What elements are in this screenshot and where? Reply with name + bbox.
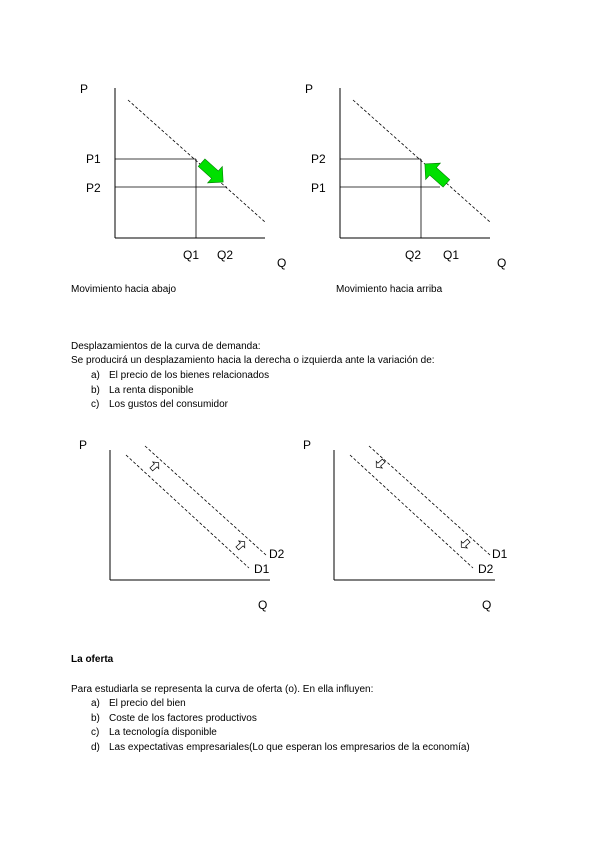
- list-item: [91, 726, 470, 741]
- down-arrow-icon: [194, 154, 230, 190]
- list-marker: d): [91, 741, 100, 753]
- demand-shift-left-graph: [300, 420, 600, 620]
- q2-label: Q2: [217, 248, 234, 262]
- list-item-text: Los gustos del consumidor: [109, 399, 228, 410]
- p2-label: P2: [86, 181, 101, 195]
- supply-intro: Para estudiarla se representa la curva de oferta (o). En ella influyen:: [71, 684, 374, 695]
- d2-label: D2: [478, 562, 494, 576]
- up-arrow-icon: [417, 156, 453, 192]
- list-marker: a): [91, 370, 100, 381]
- demand-shift-intro: Se producirá un desplazamiento hacia la derecha o izquierda ante la variación de:: [71, 355, 435, 366]
- list-item-text: El precio del bien: [109, 698, 186, 709]
- shift-arrow-icon: [234, 538, 247, 551]
- list-item: [91, 741, 470, 756]
- list-item: [91, 697, 470, 712]
- demand-shift-factors-list: [91, 369, 269, 413]
- list-marker: c): [91, 727, 100, 738]
- p1-label: P1: [86, 152, 101, 166]
- caption-movement-down: Movimiento hacia abajo: [71, 284, 177, 295]
- supply-factors-list: [91, 697, 470, 755]
- up-arrow-shape: [417, 156, 453, 192]
- caption-movement-up: Movimiento hacia arriba: [336, 284, 443, 295]
- supply-heading: La oferta: [71, 654, 114, 665]
- demand-shift-right-graph: [0, 420, 300, 620]
- list-item-text: El precio de los bienes relacionados: [109, 370, 270, 381]
- list-item-text: Las expectativas empresariales(Lo que esperan los empresarios de la economía): [109, 741, 470, 753]
- shift-arrow-shape: [373, 457, 386, 470]
- demand-curve-d1: [126, 455, 249, 568]
- shift-arrow-shape: [234, 538, 247, 551]
- q-axis-label: Q: [497, 256, 507, 270]
- p-axis-label: P: [303, 438, 312, 452]
- demand-movement-up-graph: [300, 0, 600, 280]
- list-item: [91, 712, 470, 727]
- q2-label: Q2: [405, 248, 422, 262]
- d1-label: D1: [254, 562, 270, 576]
- shift-arrow-icon: [148, 459, 161, 472]
- q-axis-label: Q: [277, 256, 287, 270]
- p-axis-label: P: [79, 438, 88, 452]
- demand-curve-d1: [369, 446, 490, 555]
- p-axis-label: P: [305, 82, 314, 96]
- list-marker: b): [91, 384, 100, 396]
- p2-label: P2: [311, 152, 326, 166]
- q-axis-label: Q: [482, 598, 492, 612]
- q1-label: Q1: [443, 248, 460, 262]
- list-marker: b): [91, 712, 100, 724]
- q-axis-label: Q: [258, 598, 268, 612]
- d2-label: D2: [269, 547, 285, 561]
- demand-curve-d2: [145, 446, 266, 555]
- demand-curve-d2: [350, 455, 473, 568]
- list-item-text: Coste de los factores productivos: [109, 712, 257, 724]
- demand-curve: [353, 100, 490, 222]
- shift-arrow-shape: [458, 537, 471, 550]
- list-marker: c): [91, 399, 100, 410]
- q1-label: Q1: [183, 248, 200, 262]
- list-item: [91, 369, 269, 384]
- list-marker: a): [91, 698, 100, 709]
- list-item-text: La tecnología disponible: [109, 727, 217, 738]
- p1-label: P1: [311, 181, 326, 195]
- demand-shift-title: Desplazamientos de la curva de demanda:: [71, 341, 261, 352]
- list-item: [91, 384, 269, 399]
- demand-curve: [128, 100, 265, 222]
- shift-arrow-icon: [458, 537, 471, 550]
- shift-arrow-shape: [148, 459, 161, 472]
- d1-label: D1: [492, 547, 508, 561]
- shift-arrow-icon: [373, 457, 386, 470]
- list-item-text: La renta disponible: [109, 384, 194, 396]
- p-axis-label: P: [80, 82, 89, 96]
- list-item: [91, 398, 269, 413]
- demand-movement-down-graph: [0, 0, 300, 280]
- down-arrow-shape: [194, 154, 230, 190]
